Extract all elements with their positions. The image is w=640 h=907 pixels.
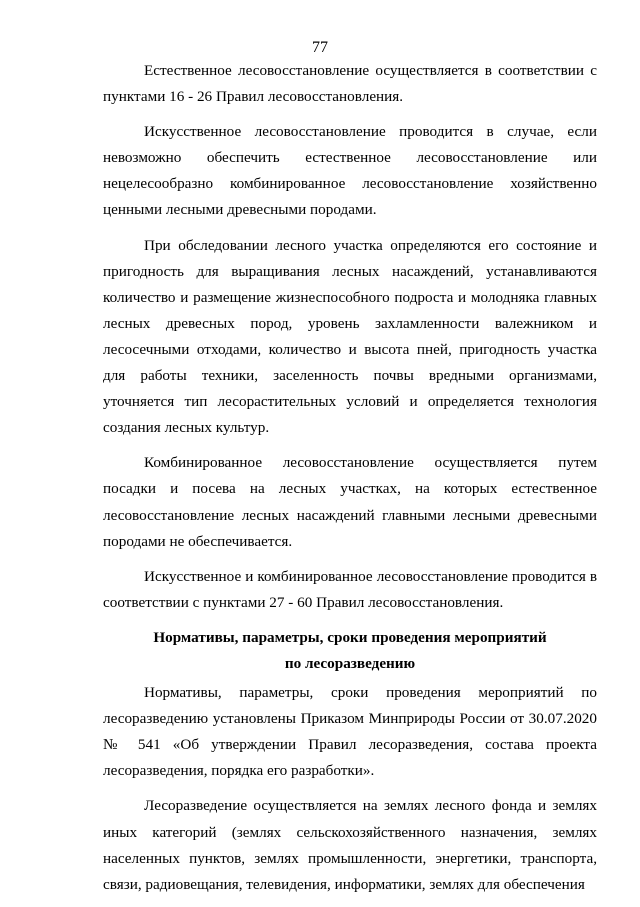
paragraph-afforestation-norms: Нормативы, параметры, сроки проведения мероприятий по лесоразведению установлены Приказом Минприроды России от 30.07.2020 № 541 «Об утверждении Правил лесоразведения, состава проекта лесоразведения, порядка его разработки». <box>103 684 597 780</box>
section-heading <box>103 625 597 677</box>
paragraph-natural-reforestation: Естественное лесовосстановление осуществляется в соответствии с пунктами 16 - 26 Правил лесовосстановления. <box>103 62 597 106</box>
page-number: 77 <box>312 39 328 56</box>
paragraph-site-survey: При обследовании лесного участка определяются его состояние и пригодность для выращивания лесных насаждений, устанавливаются количество и размещение жизнеспособного подроста и молодняка главных лесных древесных пород, уровень захламленности валежником и лесосечными отходами, количество и высота пней, пригодность участка для работы техники, заселенность почвы вредными организмами, уточняется тип лесорастительных условий и определяется технология создания лесных культур. <box>103 236 597 437</box>
document-body <box>103 58 597 907</box>
section-heading-line-1: Нормативы, параметры, сроки проведения мероприятий <box>153 628 547 646</box>
paragraph-artificial-combined-rules: Искусственное и комбинированное лесовосстановление проводится в соответствии с пунктами 27 - 60 Правил лесовосстановления. <box>103 567 597 611</box>
paragraph-afforestation-lands: Лесоразведение осуществляется на землях лесного фонда и землях иных категорий (землях сельскохозяйственного назначения, землях населенных пунктов, землях промышленности, энергетики, транспорта, связи, радиовещания, телевидения, информатики, землях для обеспечения <box>103 797 597 893</box>
paragraph-artificial-reforestation: Искусственное лесовосстановление проводится в случае, если невозможно обеспечить естественное лесовосстановление или нецелесообразно комбинированное лесовосстановление хозяйственно ценными лесными древесными породами. <box>103 123 597 219</box>
paragraph-combined-reforestation: Комбинированное лесовосстановление осуществляется путем посадки и посева на лесных участках, на которых естественное лесовосстановление лесных насаждений главными лесными древесными породами не обеспечивается. <box>103 454 597 550</box>
section-heading-line-2: по лесоразведению <box>284 654 416 672</box>
